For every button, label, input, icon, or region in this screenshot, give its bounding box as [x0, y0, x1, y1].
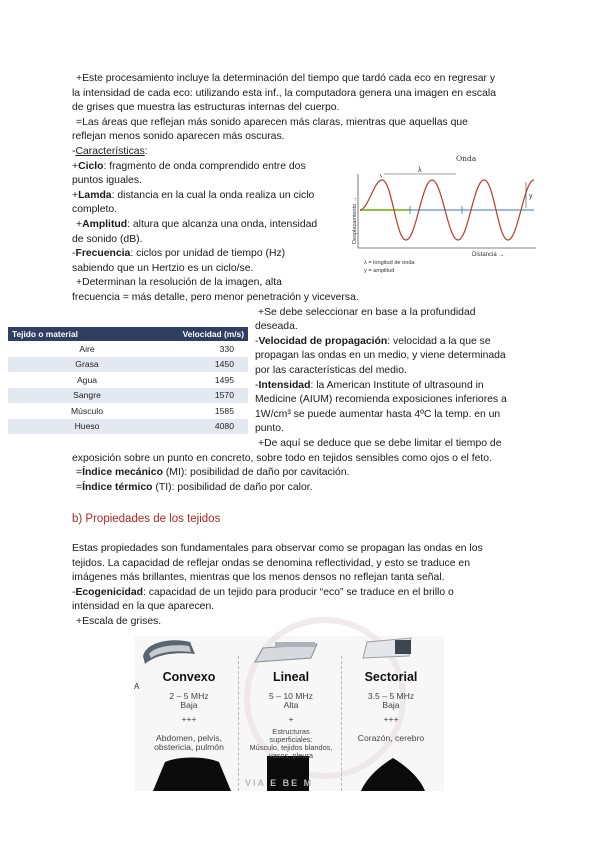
para2-line1: =Las áreas que reflejan más sonido aparecen más claras, mientras que aquellas que [76, 116, 468, 128]
table-header-material: Tejido o material [8, 327, 166, 341]
probe-level-convexo: Baja [180, 700, 198, 710]
indice-mecanico: =Índice mecánico (MI): posibilidad de daño por cavitación. [76, 467, 350, 479]
table-header-velocity: Velocidad (m/s) [166, 327, 248, 341]
probe-use1-lineal: Estructuras [272, 727, 310, 736]
section-b-line1: Estas propiedades son fundamentales para observar como se propagan las ondas en los [72, 543, 483, 554]
ecogenicidad-line2: intensidad en la que aparecen. [72, 601, 215, 613]
probe-plus-sectorial: +++ [383, 714, 399, 724]
probe-side-letter: A [134, 682, 140, 691]
ecogenicidad-line1: -Ecogenicidad: capacidad de un tejido para producir “eco” se traduce en el brillo o [72, 586, 454, 598]
probe-name-lineal: Lineal [272, 670, 310, 684]
table-row: Grasa 1450 [8, 357, 248, 373]
convex-image-shape [153, 758, 231, 792]
lamda-line2: completo. [72, 204, 118, 216]
deduce-line1: +De aquí se deduce que se debe limitar el tiempo de [258, 438, 502, 449]
para1-line2: la intensidad de cada eco: utilizando esta inf., la computadora genera una imagen en escala [72, 87, 496, 99]
table-row: Músculo 1585 [8, 403, 248, 419]
escala-grises: +Escala de grises. [76, 616, 162, 627]
caracteristicas-heading: -Características: [72, 146, 148, 157]
table-header-row [8, 327, 248, 341]
determinan-line1: +Determinan la resolución de la imagen, alta [76, 277, 282, 289]
amplitud-line1: +Amplitud: altura que alcanza una onda, intensidad [76, 219, 318, 230]
lambda-tick-left [380, 174, 382, 178]
table-row: Sangre 1570 [8, 388, 248, 404]
intensidad-line3: 1W/cm³ se puede aumentar hasta 4ºC la temp. en un [255, 408, 501, 420]
wave-diagram [348, 152, 538, 278]
probe-plus-lineal: + [288, 714, 294, 724]
para1-line1: +Este procesamiento incluye la determinación del tiempo que tardó cada eco en regresar y [76, 73, 496, 84]
lambda-symbol: λ [418, 167, 422, 174]
probe-name-sectorial: Sectorial [364, 670, 418, 684]
amplitud-line2: de sonido (dB). [72, 233, 143, 245]
determinan-line2: frecuencia = más detalle, pero menor penetración y viceversa. [72, 292, 359, 303]
probe-level-sectorial: Baja [382, 700, 400, 710]
intensidad-line2: Medicine (AIUM) recomienda exposiciones inferiores a [255, 394, 507, 406]
ciclo-line1: +Ciclo: fragmento de onda comprendido entre dos [72, 160, 306, 172]
probe-use3-lineal: Músculo, tejidos blandos, vasos, pleura [249, 743, 333, 760]
indice-termico: =Índice térmico (TI): posibilidad de daño por calor. [76, 481, 313, 493]
wave-legend-2: y = amplitud [364, 268, 395, 274]
probe-watermark: VIA E BE M [245, 778, 314, 788]
intensidad-line4: punto. [255, 423, 284, 435]
section-b-heading: b) Propiedades de los tejidos [72, 513, 221, 525]
section-b-line2: tejidos. La capacidad de reflejar ondas se denomina reflectividad, y esto se traduce en [72, 557, 470, 569]
wave-x-label: Distancia → [472, 252, 505, 258]
para2-line2: reflejan menos sonido aparecen más oscuras. [72, 131, 285, 143]
probe-use2-lineal: superficiales: [269, 735, 313, 744]
probe-use1-convexo: Abdomen, pelvis, [156, 733, 222, 743]
velocidad-line1: -Velocidad de propagación: velocidad a la que se [255, 335, 491, 347]
ciclo-line2: puntos iguales. [72, 175, 142, 187]
table-row: Agua 1495 [8, 372, 248, 388]
table-row: Aire 330 [8, 341, 248, 357]
frecuencia-line2: sabiendo que un Hertzio es un ciclo/se. [72, 262, 254, 274]
probe-freq-lineal: 5 – 10 MHz [269, 691, 313, 701]
wave-legend-1: λ = longitud de onda [364, 260, 415, 266]
section-b-line3: imágenes más brillantes, mientras que los menos densos no reflejan tanta señal. [72, 572, 445, 584]
probe-freq-convexo: 2 – 5 MHz [169, 691, 209, 701]
probe-use2-convexo: obstericia, pulmón [154, 742, 224, 752]
lamda-line1: +Lamda: distancia en la cual la onda realiza un ciclo [72, 189, 315, 201]
velocity-table [8, 327, 248, 434]
probe-level-lineal: Alta [283, 700, 299, 710]
probe-freq-sectorial: 3.5 – 5 MHz [367, 691, 415, 701]
probe-name-convexo: Convexo [162, 670, 216, 684]
seleccionar-line2: deseada. [255, 321, 298, 333]
intensidad-line1: -Intensidad: la American Institute of ultrasound in [255, 379, 484, 391]
frecuencia-line1: -Frecuencia: ciclos por unidad de tiempo (Hz) [72, 248, 286, 260]
velocidad-line3: por las características del medio. [255, 365, 407, 376]
probe-plus-convexo: +++ [181, 714, 197, 724]
amp-symbol: y [529, 193, 533, 200]
seleccionar-line1: +Se debe seleccionar en base a la profundidad [258, 306, 476, 318]
velocidad-line2: propagan las ondas en un medio, y viene determinada [255, 350, 506, 362]
para1-line3: de grises que muestra las estructuras internas del cuerpo. [72, 102, 340, 114]
wave-y-label: Desplazamiento → [352, 196, 358, 244]
table-row: Hueso 4080 [8, 419, 248, 435]
deduce-line2: exposición sobre un punto en concreto, sobre todo en tejidos sensibles como ojos o el feto. [72, 452, 492, 464]
probe-use1-sectorial: Corazón, cerebro [357, 733, 425, 743]
wave-title: Onda [456, 154, 477, 163]
transducer-image [135, 636, 444, 791]
